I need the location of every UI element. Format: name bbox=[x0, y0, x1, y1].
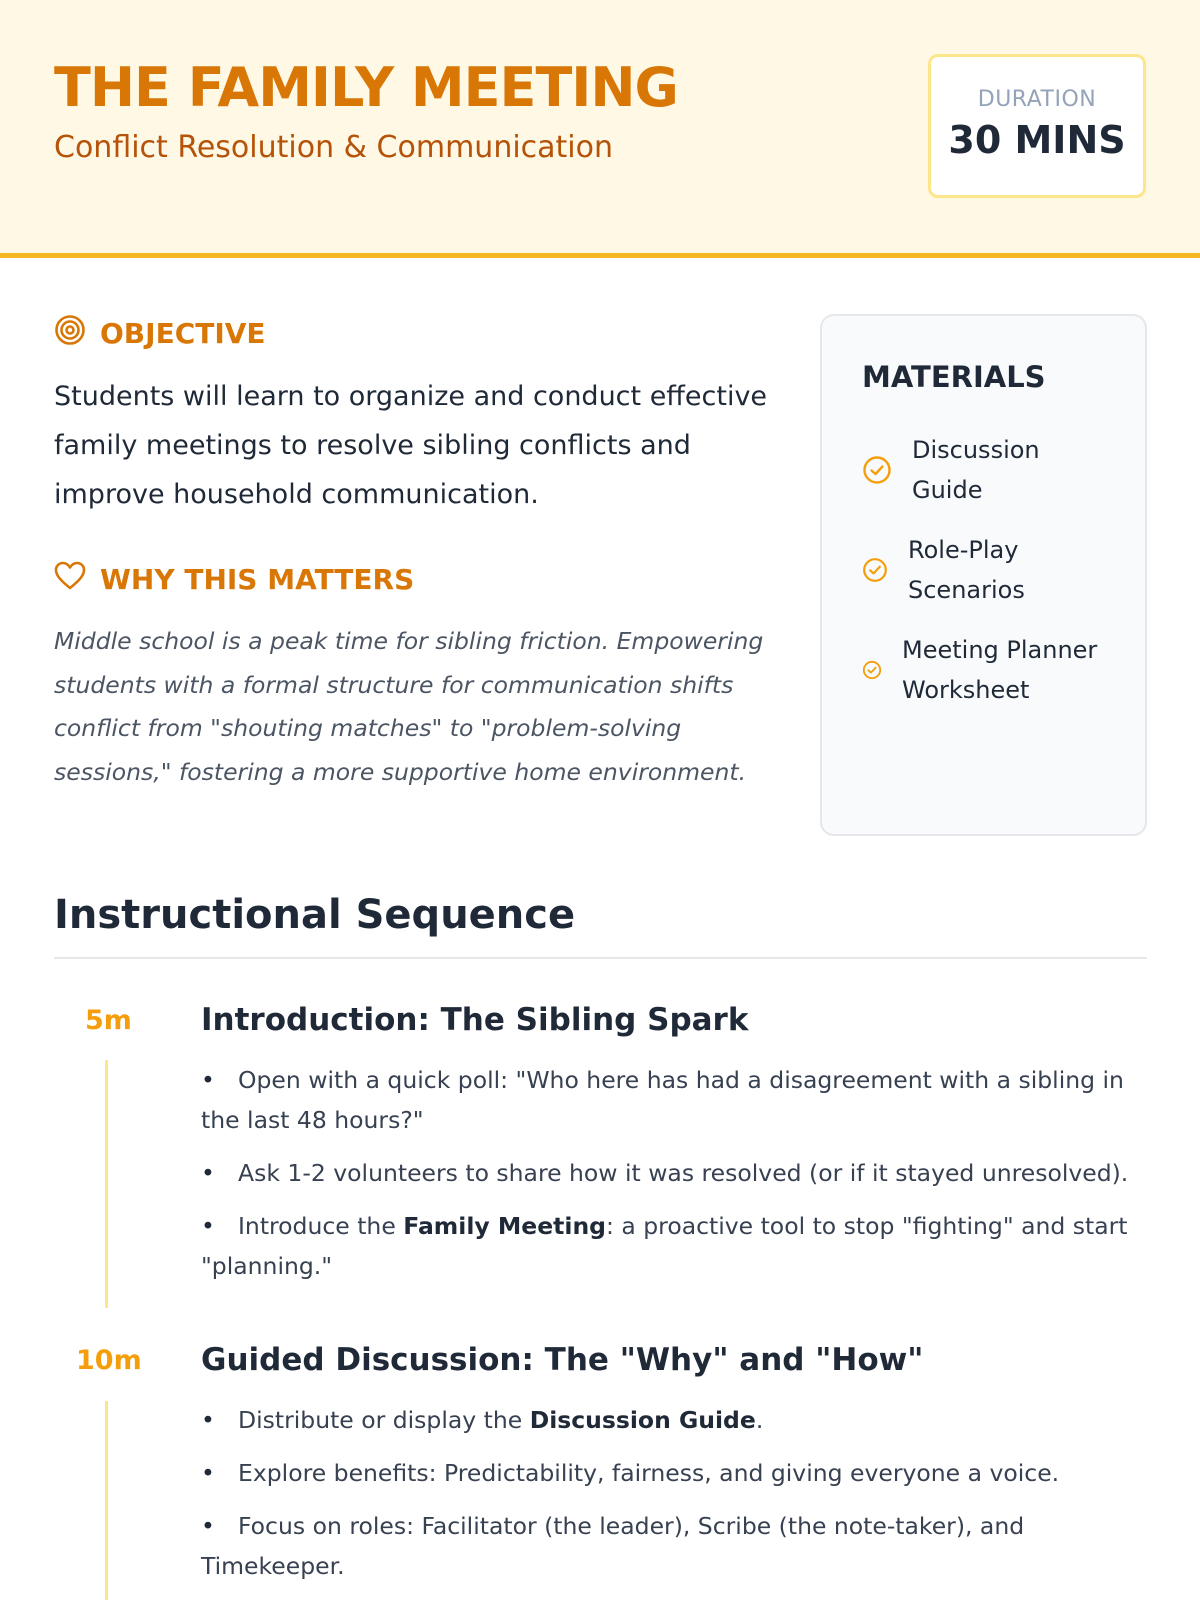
timeline-line bbox=[105, 1060, 108, 1308]
page-subtitle: Conflict Resolution & Communication bbox=[54, 130, 614, 165]
material-label-line1: Role-Play bbox=[908, 536, 1019, 564]
step-list bbox=[201, 1400, 1151, 1599]
material-item bbox=[862, 530, 1025, 610]
target-icon bbox=[54, 314, 86, 353]
sequence-divider bbox=[54, 957, 1147, 959]
sequence-heading: Instructional Sequence bbox=[54, 892, 576, 938]
step-list bbox=[201, 1060, 1151, 1299]
duration-value: 30 MINS bbox=[948, 118, 1126, 162]
page-header bbox=[0, 0, 1200, 258]
step-title: Guided Discussion: The "Why" and "How" bbox=[201, 1342, 924, 1378]
material-label-line2: Scenarios bbox=[908, 576, 1025, 604]
objective-heading-label: OBJECTIVE bbox=[100, 317, 266, 350]
material-label-line2: Worksheet bbox=[902, 676, 1030, 704]
list-item: • Explore benefits: Predictability, fairness, and giving everyone a voice. bbox=[201, 1459, 1060, 1487]
duration-card bbox=[928, 54, 1146, 198]
materials-card bbox=[820, 314, 1147, 836]
list-item: • Open with a quick poll: "Who here has had a disagreement with a sibling in the last 48 hours?" bbox=[201, 1066, 1124, 1134]
check-circle-icon bbox=[862, 660, 902, 680]
check-circle-icon bbox=[862, 455, 912, 485]
objective-heading bbox=[54, 314, 266, 353]
list-item: • Distribute or display the Discussion Guide. bbox=[201, 1406, 764, 1434]
check-circle-icon bbox=[862, 557, 908, 583]
material-label-line1: Discussion bbox=[912, 436, 1040, 464]
step-title: Introduction: The Sibling Spark bbox=[201, 1002, 749, 1038]
list-item: • Introduce the Family Meeting: a proactive tool to stop "fighting" and start "planning." bbox=[201, 1212, 1128, 1280]
timeline-line bbox=[105, 1401, 108, 1600]
objective-text: Students will learn to organize and conduct effective family meetings to resolve sibling conflicts and improve household communication. bbox=[54, 381, 768, 510]
heart-icon bbox=[54, 561, 86, 598]
material-item bbox=[862, 630, 1097, 710]
material-label-line1: Meeting Planner bbox=[902, 636, 1098, 664]
step-time: 10m bbox=[76, 1345, 142, 1376]
materials-title: MATERIALS bbox=[862, 360, 1046, 394]
why-heading-label: WHY THIS MATTERS bbox=[100, 563, 415, 596]
why-heading bbox=[54, 561, 414, 598]
step-time: 5m bbox=[85, 1005, 132, 1036]
material-item bbox=[862, 430, 1040, 510]
page-title: THE FAMILY MEETING bbox=[54, 56, 678, 119]
list-item: • Focus on roles: Facilitator (the leader), Scribe (the note-taker), and Timekeeper. bbox=[201, 1512, 1025, 1580]
list-item: • Ask 1-2 volunteers to share how it was resolved (or if it stayed unresolved). bbox=[201, 1159, 1129, 1187]
duration-label: DURATION bbox=[977, 87, 1097, 112]
why-text: Middle school is a peak time for sibling friction. Empowering students with a formal structure for communication shifts conflict from "shouting matches" to "problem-solving sessions," fostering a more supportive home environment. bbox=[54, 627, 764, 786]
material-label-line2: Guide bbox=[912, 476, 983, 504]
